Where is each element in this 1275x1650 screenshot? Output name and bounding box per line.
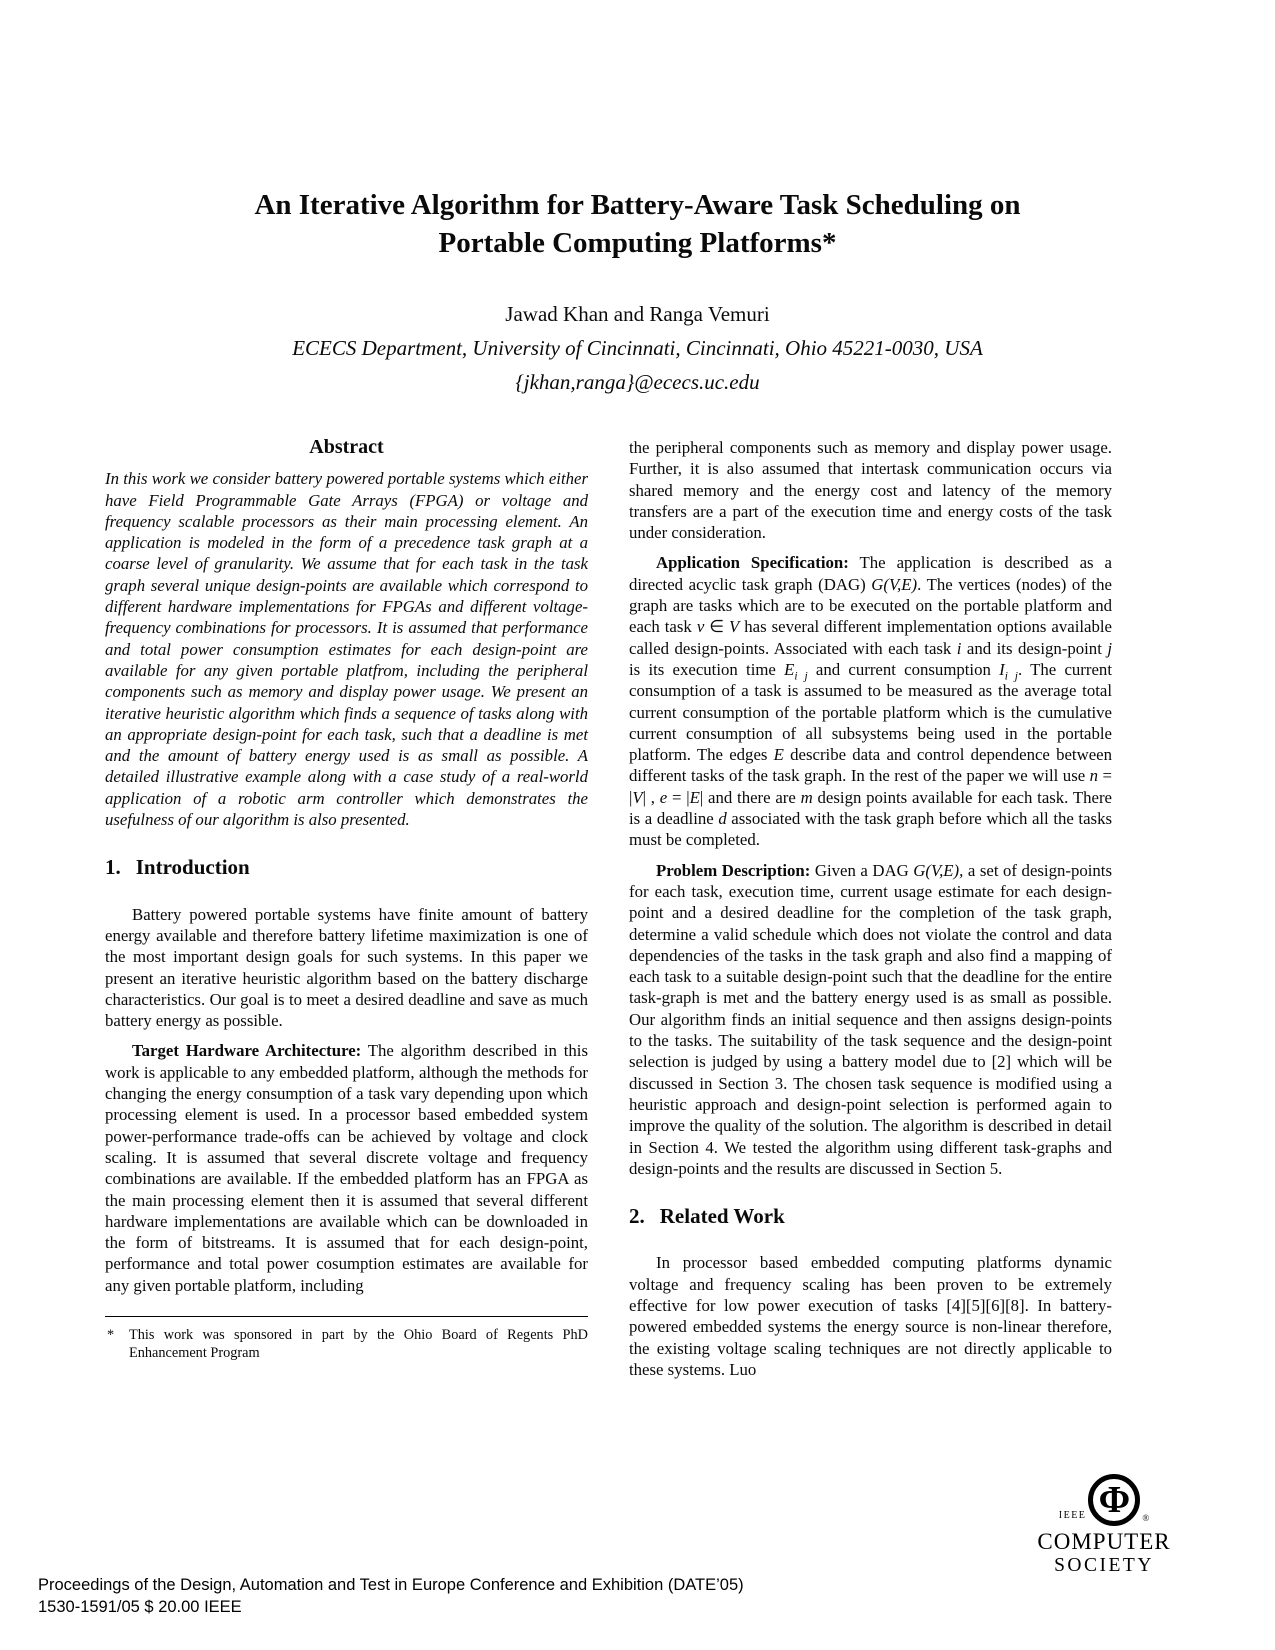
footer-line-1: Proceedings of the Design, Automation and Test in Europe Conference and Exhibition (DATE’05) (38, 1576, 744, 1594)
abstract-text: In this work we consider battery powered portable systems which either have Field Programmable Gate Arrays (FPGA) or voltage and frequency scalable processors as their main processing element. An application is modeled in the form of a precedence task graph at a coarse level of granularity. We assume that for each task in the task graph several unique design-points are available which correspond to different hardware implementations for FPGAs and different voltage-frequency combinations for processors. It is assumed that performance and total power consumption estimates for each design-point are available for any given portable platfrom, including the peripheral components such as memory and display power usage. We present an iterative heuristic algorithm which finds a sequence of tasks along with an appropriate design-point for each task, such that a deadline is met and the amount of battery energy used is as small as possible. A detailed illustrative example along with a case study of a real-world application of a robotic arm controller which demonstrates the usefulness of our algorithm is also presented. (105, 469, 588, 830)
related-work-paragraph: In processor based embedded computing platforms dynamic voltage and frequency scaling has been proven to be extremely effective for low power execution of tasks [4][5][6][8]. In battery-powered embedded systems the energy source is non-linear therefore, the existing voltage scaling techniques are not directly applicable to these systems. Luo (629, 1253, 1112, 1379)
application-spec-text: The application is described as a directed acyclic task graph (DAG) G(V,E). The vertices (nodes) of the graph are tasks which are to be executed on the portable platform and each task v ∈ V has several different implementation options available called design-points. Associated with each task i and its design-point j is its execution time $E_{i j}$ and current consumption $I_{i j}$. The current consumption of a task is assumed to be measured as the average total current consumption of the portable platform which is the cumulative current consumption of all subsystems being used in the portable platform. The edges E describe data and control dependence between different tasks of the task graph. In the rest of the paper we will use n = |V| , e = |E| and there are m design points available for each task. There is a deadline d associated with the task graph before which all the tasks must be completed. (629, 553, 1112, 850)
problem-description-paragraph (629, 860, 1112, 1179)
page-footer (38, 1574, 744, 1618)
section-1-heading (105, 857, 588, 878)
problem-description-lead: Problem Description: (656, 860, 811, 880)
registered-icon: ® (1142, 1513, 1150, 1523)
footer-line-2: 1530-1591/05 $ 20.00 IEEE (38, 1598, 242, 1616)
title-line-1: An Iterative Algorithm for Battery-Aware Task Scheduling on (254, 189, 1021, 221)
footnote-text: This work was sponsored in part by the Ohio Board of Regents PhD Enhancement Program (129, 1326, 588, 1362)
target-hardware-text: The algorithm described in this work is applicable to any embedded platform, although the methods for changing the energy consumption of a task vary depending upon which processing element is used. In a processor based embedded system power-performance trade-offs can be achieved by voltage and clock scaling. It is assumed that several discrete voltage and frequency combinations are available. If the embedded platform has an FPGA as the main processing element then it is assumed that several different hardware implementations are available which can be downloaded in the form of bitstreams. It is assumed that for each design-point, performance and total power cosumption estimates are available for any given portable platform, including (105, 1041, 588, 1295)
continuation-paragraph: the peripheral components such as memory and display power usage. Further, it is also assumed that intertask communication occurs via shared memory and the energy cost and latency of the memory transfers are a part of the execution time and energy costs of the task under consideration. (629, 438, 1112, 543)
target-hardware-lead: Target Hardware Architecture: (132, 1041, 362, 1061)
right-column (629, 437, 1112, 1380)
abstract-heading: Abstract (309, 436, 384, 458)
ieee-label: IEEE (1058, 1510, 1087, 1521)
paper-title (0, 186, 1275, 262)
problem-description-text: Given a DAG G(V,E), a set of design-points for each task, execution time, current usage estimate for each design-point and a desired deadline for the completion of the task graph, determine a valid schedule which does not violate the control and data dependencies of the tasks in the task graph and also find a mapping of each task to a suitable design-point such that the deadline for the entire task-graph is met and the battery energy used is as small as possible. Our algorithm finds an initial sequence and then assigns design-points to the tasks. The suitability of the task sequence and the design-point selection is judged by using a battery model due to [2] which will be discussed in Section 3. The chosen task sequence is modified using a heuristic approach and design-point selection is performed again to improve the quality of the solution. The algorithm is described in detail in Section 4. We tested the algorithm using different task-graphs and design-points and the results are discussed in Section 5. (629, 860, 1112, 1178)
section-2-title: Related Work (659, 1204, 785, 1229)
intro-paragraph: Battery powered portable systems have finite amount of battery energy available and therefore battery lifetime maximization is one of the most important design goals for such systems. In this paper we present an iterative heuristic algorithm based on the battery discharge characteristics. Our goal is to meet a desired deadline and save as much battery energy as possible. (105, 904, 588, 1031)
ieee-computer-society-logo (1033, 1474, 1175, 1577)
application-spec-paragraph (629, 552, 1112, 850)
authors: Jawad Khan and Ranga Vemuri (505, 302, 770, 326)
section-2-heading (629, 1206, 1112, 1227)
section-1-number: 1. (105, 855, 121, 880)
phi-icon: Φ (1088, 1474, 1140, 1526)
footnote (105, 1316, 588, 1363)
section-2-number: 2. (629, 1204, 645, 1229)
logo-society-wordmark: SOCIETY (1054, 1555, 1154, 1576)
affiliation: ECECS Department, University of Cincinnati, Cincinnati, Ohio 45221-0030, USA (292, 336, 983, 360)
email: {jkhan,ranga}@ececs.uc.edu (515, 370, 760, 394)
footnote-marker: * (107, 1326, 115, 1343)
target-hardware-paragraph (105, 1040, 588, 1296)
left-column (105, 437, 588, 1363)
logo-computer-wordmark: COMPUTER (1037, 1529, 1171, 1554)
byline (0, 297, 1275, 399)
application-spec-lead: Application Specification: (656, 553, 849, 573)
section-1-title: Introduction (135, 855, 250, 880)
title-line-2: Portable Computing Platforms* (438, 227, 837, 259)
title-block (0, 186, 1275, 262)
logo-top-row (1033, 1474, 1175, 1526)
